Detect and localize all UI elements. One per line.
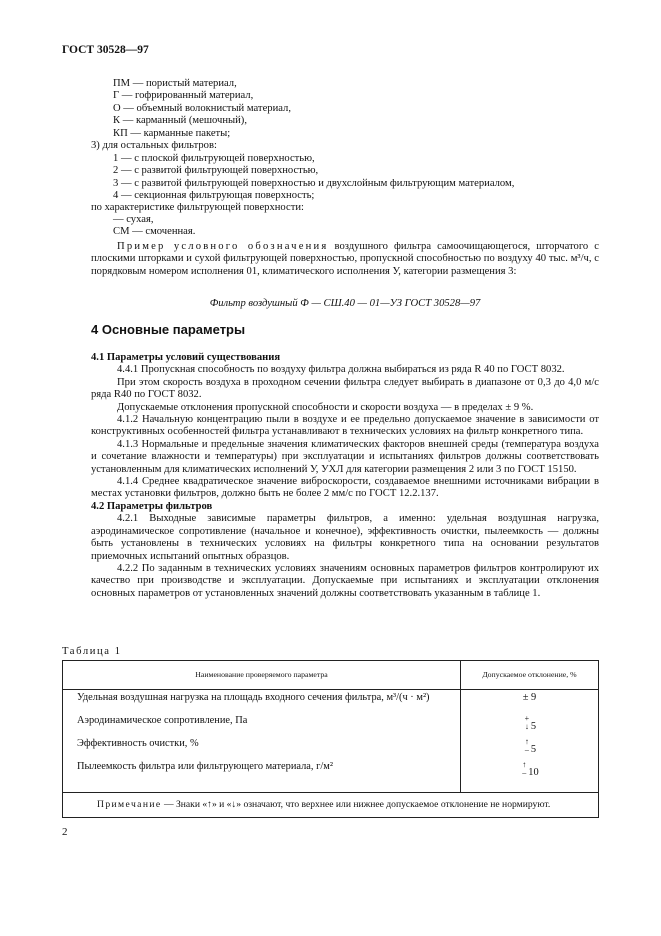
surface-list <box>113 214 195 239</box>
list-item: — сухая, <box>113 214 154 225</box>
tolerance-value <box>467 761 592 784</box>
list-item: 1 — с плоской фильтрующей поверхностью, <box>113 153 315 164</box>
lower-mark: – <box>524 745 529 754</box>
section-4-title: 4 Основные параметры <box>91 322 246 337</box>
list-item: 4 — секционная фильтрующая поверхность; <box>113 190 315 202</box>
example-lead: Пример условного обозначения <box>117 241 329 252</box>
list-item: ПМ — пористый материал, <box>113 78 237 89</box>
lower-mark: ↓ <box>524 722 529 731</box>
tolerance-marks <box>523 715 531 731</box>
tolerance-values-cell <box>461 690 599 793</box>
table-row: Эффективность очистки, % <box>77 738 199 749</box>
example-designation: Фильтр воздушный Ф — СШ.40 — 01—УЗ ГОСТ 30528—97 <box>209 298 481 309</box>
section-4-1 <box>91 352 599 600</box>
upper-mark: + <box>524 714 530 723</box>
list-item: КП — карманные пакеты; <box>113 127 231 139</box>
list-item: 2 — с развитой фильтрующей поверхностью, <box>113 165 319 177</box>
parameter-names-cell <box>63 690 461 793</box>
paragraph: 4.1.2 Начальную концентрацию пыли в воздухе и ее предельно допускаемое значение в зависимости от конструктивных особенностей фильтра устанавливают в технических условиях на фильтр конкретного типа. <box>91 414 599 438</box>
page-number: 2 <box>62 826 68 838</box>
example-text: воздушного фильтра самоочищающегося, шторчатого с плоскими шторками и сухой фильтрующей поверхностью, пропускной способностью по воздуху 40 тыс. м³/ч, с порядковым номером исполнения 01, климатического исполнения У, категории размещения 3: <box>91 241 599 277</box>
table-caption: Таблица 1 <box>62 646 122 657</box>
other-filters-list <box>113 153 514 203</box>
tolerance-value: ± 9 <box>522 692 537 703</box>
surface-heading: по характеристике фильтрующей поверхности: <box>91 202 304 213</box>
document-header: ГОСТ 30528—97 <box>62 44 149 56</box>
upper-mark: ↑ <box>524 737 529 746</box>
tolerance-number: 5 <box>530 721 537 732</box>
list-item: 3 — с развитой фильтрующей поверхностью и двухслойным фильтрующим материалом, <box>113 177 515 189</box>
table-row: Пылеемкость фильтра или фильтрующего материала, г/м² <box>77 761 333 772</box>
list-item: Г — гофрированный материал, <box>113 90 254 102</box>
note-text: — Знаки «↑» и «↓» означают, что верхнее или нижнее допускаемое отклонение не нормируют. <box>161 799 551 810</box>
column-header-name: Наименование проверяемого параметра <box>63 661 461 690</box>
table-body <box>63 690 599 793</box>
table-header-row <box>63 661 599 690</box>
paragraph: 4.2.1 Выходные зависимые параметры фильтров, а именно: удельная воздушная нагрузка, аэродинамическое сопротивление (начальное и конечное), эффективность очистки, пылеемкость — должны быть установлены в технических условиях на фильтры конкретного типа на основании результатов приемочных испытаний опытных образцов. <box>91 513 599 562</box>
paragraph: 4.1.3 Нормальные и предельные значения климатических факторов внешней среды (температура воздуха и сочетание влажности и температуры) при эксплуатации и испытаниях фильтров должны соответствовать установленным для климатических исполнений У, УХЛ для категории размещения 2 или 3 по ГОСТ 15150. <box>91 438 599 475</box>
tolerance-value <box>467 715 592 738</box>
subsection-title: 4.2 Параметры фильтров <box>91 500 213 512</box>
tolerance-value <box>467 738 592 761</box>
upper-mark: ↑ <box>522 760 527 769</box>
material-list <box>113 78 291 140</box>
table-note <box>63 793 599 818</box>
paragraph: 4.4.1 Пропускная способность по воздуху фильтра должна выбираться из ряда R 40 по ГОСТ 8032. <box>117 364 565 376</box>
tolerance-number: 5 <box>530 744 537 755</box>
paragraph: 4.1.4 Среднее квадратическое значение виброскорости, создаваемое внешними источниками вибрации в местах установки фильтров, должно быть не более 2 мм/с по ГОСТ 12.2.137. <box>91 476 599 500</box>
tolerance-number: 10 <box>528 767 539 778</box>
column-header-tolerance: Допускаемое отклонение, % <box>461 661 599 690</box>
list-item: СМ — смоченная. <box>113 226 196 238</box>
list-item: О — объемный волокнистый материал, <box>113 102 291 114</box>
other-filters-heading: 3) для остальных фильтров: <box>91 140 217 151</box>
parameters-table <box>62 660 599 818</box>
subsection-title: 4.1 Параметры условий существования <box>91 352 281 363</box>
table-note-row <box>63 793 599 818</box>
paragraph: При этом скорость воздуха в проходном сечении фильтра следует выбирать в диапазоне от 0,3 до 4,0 м/с ряда R40 по ГОСТ 8032. <box>91 376 599 401</box>
paragraph: 4.2.2 По заданным в технических условиях значениям основных параметров фильтров контролируют их качество при производстве и эксплуатации. Допускаемые при испытаниях и эксплуатации отклонения основных параметров от установленных значений должны соответствовать указанным в таблице 1. <box>91 562 599 599</box>
example-paragraph <box>91 241 599 278</box>
list-item: К — карманный (мешочный), <box>113 115 247 127</box>
lower-mark: – <box>522 768 527 777</box>
table-row: Аэродинамическое сопротивление, Па <box>77 715 248 726</box>
tolerance-marks <box>523 738 531 754</box>
paragraph: Допускаемые отклонения пропускной способности и скорости воздуха — в пределах ± 9 %. <box>117 401 534 413</box>
table-row: Удельная воздушная нагрузка на площадь входного сечения фильтра, м³/(ч · м²) <box>77 692 430 703</box>
note-lead: Примечание <box>97 799 162 810</box>
